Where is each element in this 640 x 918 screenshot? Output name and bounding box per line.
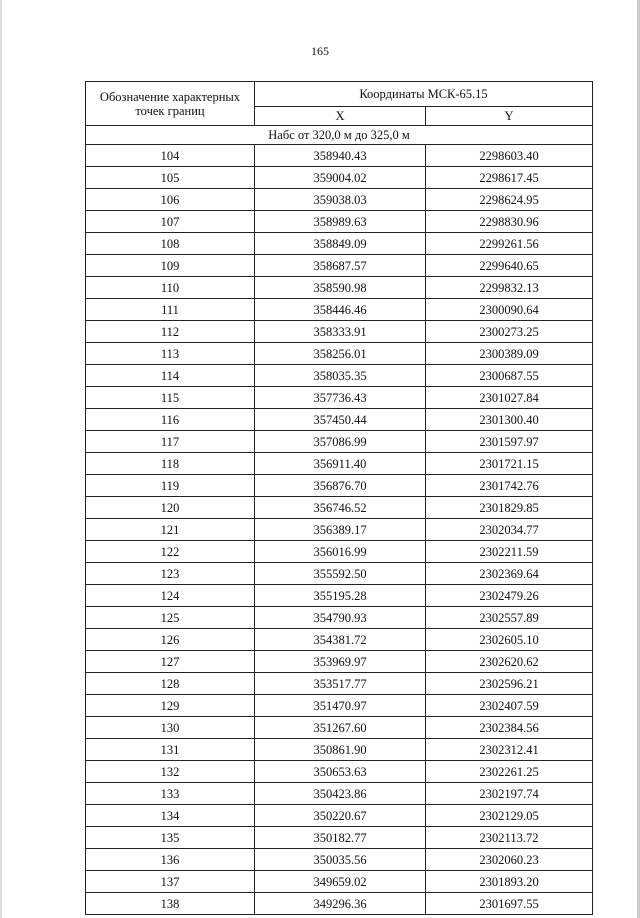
y-cell: 2300687.55 (426, 365, 593, 387)
table-row (86, 739, 593, 761)
point-cell: 111 (86, 299, 255, 321)
table-row (86, 607, 593, 629)
y-cell: 2302596.21 (426, 673, 593, 695)
x-cell: 350035.56 (255, 849, 426, 871)
section-label: Набс от 320,0 м до 325,0 м (86, 126, 593, 145)
point-cell: 122 (86, 541, 255, 563)
point-cell: 118 (86, 453, 255, 475)
x-cell: 351470.97 (255, 695, 426, 717)
table-row (86, 189, 593, 211)
x-cell: 356876.70 (255, 475, 426, 497)
table-row (86, 827, 593, 849)
point-cell: 115 (86, 387, 255, 409)
y-cell: 2302384.56 (426, 717, 593, 739)
point-cell: 130 (86, 717, 255, 739)
x-cell: 359038.03 (255, 189, 426, 211)
table-row (86, 871, 593, 893)
x-cell: 351267.60 (255, 717, 426, 739)
point-cell: 117 (86, 431, 255, 453)
table-row (86, 783, 593, 805)
x-cell: 356911.40 (255, 453, 426, 475)
point-cell: 128 (86, 673, 255, 695)
x-cell: 357086.99 (255, 431, 426, 453)
y-cell: 2302407.59 (426, 695, 593, 717)
table-row (86, 849, 593, 871)
x-cell: 358687.57 (255, 255, 426, 277)
y-cell: 2301027.84 (426, 387, 593, 409)
x-cell: 358035.35 (255, 365, 426, 387)
point-cell: 114 (86, 365, 255, 387)
header-x: X (255, 107, 426, 126)
y-cell: 2301893.20 (426, 871, 593, 893)
y-cell: 2302034.77 (426, 519, 593, 541)
y-cell: 2302060.23 (426, 849, 593, 871)
table-row (86, 409, 593, 431)
point-cell: 107 (86, 211, 255, 233)
y-cell: 2302211.59 (426, 541, 593, 563)
table-row (86, 695, 593, 717)
table-row (86, 387, 593, 409)
table-row (86, 277, 593, 299)
point-cell: 106 (86, 189, 255, 211)
table-row (86, 475, 593, 497)
x-cell: 358256.01 (255, 343, 426, 365)
x-cell: 358940.43 (255, 145, 426, 167)
y-cell: 2301721.15 (426, 453, 593, 475)
table-row (86, 805, 593, 827)
x-cell: 358989.63 (255, 211, 426, 233)
point-cell: 127 (86, 651, 255, 673)
y-cell: 2300090.64 (426, 299, 593, 321)
x-cell: 357450.44 (255, 409, 426, 431)
point-cell: 113 (86, 343, 255, 365)
point-cell: 133 (86, 783, 255, 805)
y-cell: 2299832.13 (426, 277, 593, 299)
table-row (86, 299, 593, 321)
point-cell: 136 (86, 849, 255, 871)
x-cell: 356389.17 (255, 519, 426, 541)
point-cell: 104 (86, 145, 255, 167)
point-cell: 121 (86, 519, 255, 541)
header-coordinates: Координаты МСК-65.15 (255, 82, 593, 107)
y-cell: 2298830.96 (426, 211, 593, 233)
y-cell: 2298624.95 (426, 189, 593, 211)
x-cell: 350861.90 (255, 739, 426, 761)
table-row (86, 233, 593, 255)
point-cell: 105 (86, 167, 255, 189)
y-cell: 2299640.65 (426, 255, 593, 277)
table-row (86, 519, 593, 541)
x-cell: 350423.86 (255, 783, 426, 805)
point-cell: 112 (86, 321, 255, 343)
x-cell: 359004.02 (255, 167, 426, 189)
point-cell: 138 (86, 893, 255, 915)
point-cell: 116 (86, 409, 255, 431)
x-cell: 355195.28 (255, 585, 426, 607)
table-row (86, 563, 593, 585)
x-cell: 350653.63 (255, 761, 426, 783)
header-y: Y (426, 107, 593, 126)
table-row (86, 365, 593, 387)
y-cell: 2302605.10 (426, 629, 593, 651)
y-cell: 2302197.74 (426, 783, 593, 805)
x-cell: 350182.77 (255, 827, 426, 849)
table-row (86, 497, 593, 519)
point-cell: 126 (86, 629, 255, 651)
y-cell: 2302369.64 (426, 563, 593, 585)
y-cell: 2302479.26 (426, 585, 593, 607)
y-cell: 2300273.25 (426, 321, 593, 343)
coordinates-table (85, 81, 593, 915)
page-number: 165 (311, 44, 329, 58)
point-cell: 132 (86, 761, 255, 783)
table-row (86, 673, 593, 695)
point-cell: 135 (86, 827, 255, 849)
x-cell: 353969.97 (255, 651, 426, 673)
table-row (86, 761, 593, 783)
point-cell: 125 (86, 607, 255, 629)
point-cell: 109 (86, 255, 255, 277)
point-cell: 119 (86, 475, 255, 497)
scan-edge-left (0, 0, 2, 918)
y-cell: 2298617.45 (426, 167, 593, 189)
table-row (86, 145, 593, 167)
x-cell: 358333.91 (255, 321, 426, 343)
point-cell: 124 (86, 585, 255, 607)
point-cell: 137 (86, 871, 255, 893)
y-cell: 2302312.41 (426, 739, 593, 761)
y-cell: 2302113.72 (426, 827, 593, 849)
table-row (86, 167, 593, 189)
point-cell: 108 (86, 233, 255, 255)
point-cell: 129 (86, 695, 255, 717)
y-cell: 2298603.40 (426, 145, 593, 167)
table-row (86, 255, 593, 277)
x-cell: 358590.98 (255, 277, 426, 299)
x-cell: 358446.46 (255, 299, 426, 321)
table-row (86, 541, 593, 563)
x-cell: 354381.72 (255, 629, 426, 651)
table-row (86, 651, 593, 673)
y-cell: 2301829.85 (426, 497, 593, 519)
y-cell: 2300389.09 (426, 343, 593, 365)
table-row (86, 321, 593, 343)
table-row (86, 343, 593, 365)
y-cell: 2301300.40 (426, 409, 593, 431)
table-row (86, 629, 593, 651)
table-row (86, 893, 593, 915)
table-row (86, 453, 593, 475)
x-cell: 353517.77 (255, 673, 426, 695)
point-cell: 134 (86, 805, 255, 827)
point-cell: 123 (86, 563, 255, 585)
y-cell: 2301697.55 (426, 893, 593, 915)
x-cell: 355592.50 (255, 563, 426, 585)
table-row (86, 211, 593, 233)
x-cell: 356016.99 (255, 541, 426, 563)
x-cell: 358849.09 (255, 233, 426, 255)
table-row (86, 431, 593, 453)
x-cell: 354790.93 (255, 607, 426, 629)
point-cell: 120 (86, 497, 255, 519)
x-cell: 349296.36 (255, 893, 426, 915)
header-points: Обозначение характерных точек границ (86, 82, 255, 126)
x-cell: 350220.67 (255, 805, 426, 827)
y-cell: 2302620.62 (426, 651, 593, 673)
y-cell: 2301742.76 (426, 475, 593, 497)
y-cell: 2302261.25 (426, 761, 593, 783)
table-row (86, 717, 593, 739)
y-cell: 2299261.56 (426, 233, 593, 255)
point-cell: 110 (86, 277, 255, 299)
x-cell: 349659.02 (255, 871, 426, 893)
y-cell: 2302129.05 (426, 805, 593, 827)
table-row (86, 585, 593, 607)
y-cell: 2301597.97 (426, 431, 593, 453)
y-cell: 2302557.89 (426, 607, 593, 629)
point-cell: 131 (86, 739, 255, 761)
x-cell: 356746.52 (255, 497, 426, 519)
x-cell: 357736.43 (255, 387, 426, 409)
